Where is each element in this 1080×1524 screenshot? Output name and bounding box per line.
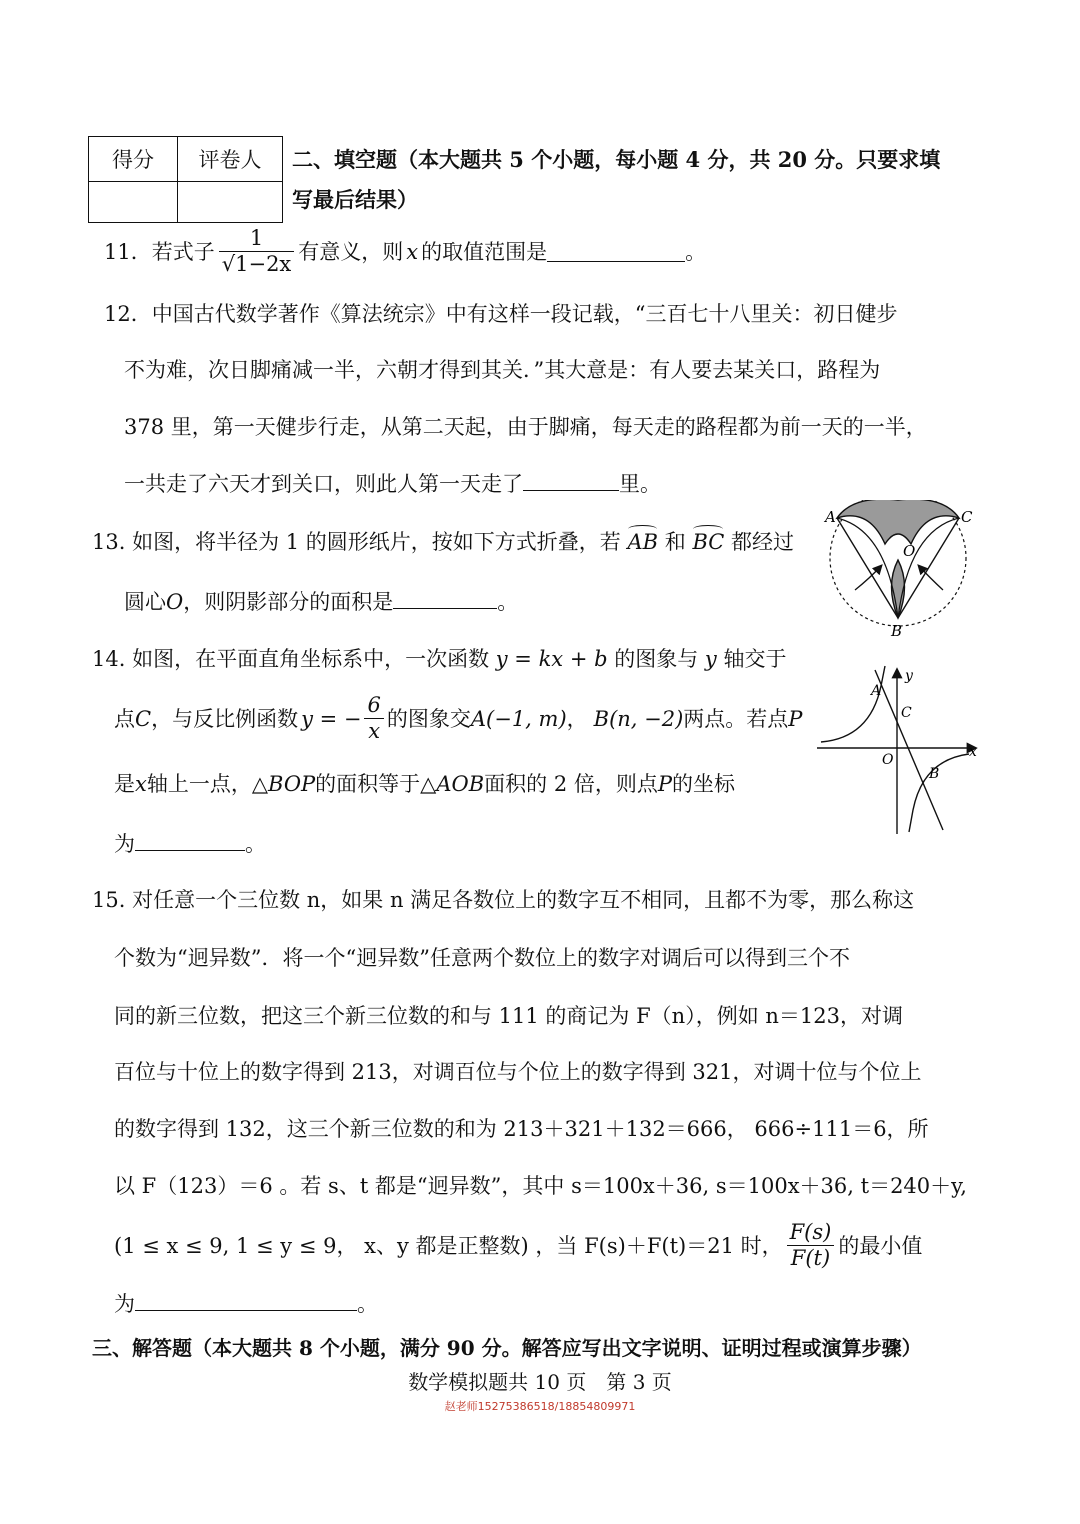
q14-x: x: [135, 772, 147, 796]
q14-line1a: 14. 如图，在平面直角坐标系中，一次函数: [92, 647, 490, 671]
q13-line1a: 13. 如图，将半径为 1 的圆形纸片，按如下方式折叠，若: [92, 530, 621, 554]
q12-answer-blank[interactable]: [523, 470, 619, 491]
q14-line3d: 面积的 2 倍，则点: [484, 772, 658, 796]
q14-line1c: 轴交于: [723, 647, 787, 671]
q14-line2c: 的图象交: [386, 706, 471, 731]
q14-line3c: 的面积等于: [315, 772, 421, 796]
q15-fraction: [787, 1222, 835, 1269]
q13-figure: [815, 500, 985, 640]
q15-line8: [114, 1290, 378, 1318]
q13-arc-bc: BC: [692, 530, 725, 554]
q14-label-c: C: [901, 705, 912, 721]
q11-end: 。: [685, 239, 707, 264]
q11-var: x: [406, 239, 419, 264]
q13-arc-ab: AB: [627, 530, 659, 554]
q14-line1b: 的图象与: [614, 647, 699, 671]
q11-fraction: [219, 228, 295, 275]
q15-line2: 个数为“迥异数”．将一个“迥异数”任意两个数位上的数字对调后可以得到三个不: [114, 946, 850, 970]
q14-func2-den: x: [364, 718, 383, 742]
q15-line8a: 为: [114, 1292, 135, 1316]
q15-line1: 15. 对任意一个三位数 n，如果 n 满足各数位上的数字互不相同，且都不为零，那么称这: [92, 888, 915, 912]
score-table: [88, 136, 283, 223]
q15-line7a: (1 ≤ x ≤ 9, 1 ≤ y ≤ 9， x、y 都是正整数) ，当 F(s)＋F(t)＝21 时，: [114, 1233, 783, 1258]
q14-c: C: [135, 706, 152, 731]
q14-label-a: A: [871, 683, 882, 699]
q13-o: O: [166, 590, 184, 614]
q13-line2a: 圆心: [124, 590, 166, 614]
q14-line3: [114, 770, 735, 798]
q15-line7b: 的最小值: [838, 1233, 923, 1258]
q14-tri-aob: △AOB: [420, 772, 485, 796]
q15-line6: 以 F（123）＝6 。若 s、t 都是“迥异数”，其中 s＝100x＋36, s＝100x＋36, t＝240＋y,: [114, 1174, 967, 1198]
q14-line: [875, 670, 943, 830]
q14-label-b: B: [929, 766, 940, 782]
q11-mid: 有意义，则: [298, 239, 404, 264]
q12-line4a: 一共走了六天才到关口，则此人第一天走了: [124, 472, 523, 496]
q15-line3: 同的新三位数，把这三个新三位数的和与 111 的商记为 F（n），例如 n＝123，对调: [114, 1004, 903, 1028]
q14-p-2: P: [657, 772, 672, 796]
q14-label-y: y: [905, 668, 913, 684]
q14-label-o: O: [882, 752, 894, 768]
q14-p: P: [788, 706, 803, 731]
q14-hyperbola-left: [821, 666, 885, 742]
q12-line1: 12．中国古代数学著作《算法统宗》中有这样一段记载，“三百七十八里关：初日健步: [104, 302, 898, 326]
q13-line1: [92, 528, 794, 556]
q14-point-a: A(−1, m): [470, 706, 567, 731]
q14-comma: ，: [566, 706, 588, 731]
q15-line5: 的数字得到 132，这三个新三位数的和为 213＋321＋132＝666， 666÷111＝6，所: [114, 1117, 929, 1141]
q14-line3b: 轴上一点，: [146, 772, 252, 796]
score-label: 得分: [89, 137, 178, 182]
q13-line2c: 。: [497, 590, 519, 614]
q14-point-b: B(n, −2): [593, 706, 684, 731]
q12-line4b: 里。: [619, 472, 661, 496]
q15-line8b: 。: [357, 1292, 378, 1316]
q13-line1b: 和: [664, 530, 686, 554]
q13-answer-blank[interactable]: [393, 588, 497, 609]
q14-answer-blank[interactable]: [135, 830, 245, 851]
q13-label-o: O: [903, 542, 916, 560]
q14-tri-bop: △BOP: [251, 772, 316, 796]
q11-frac-den: √1−2x: [219, 251, 295, 275]
q11-prefix: 11．若式子: [104, 239, 215, 264]
q13-label-c: C: [961, 508, 973, 526]
q14-line1: [92, 645, 786, 673]
q14-line2a: 点: [114, 706, 135, 731]
q14-func2-fraction: [364, 695, 383, 742]
q14-yaxis: y: [704, 647, 717, 671]
grader-label: 评卷人: [178, 137, 283, 182]
section3-title: 三、解答题（本大题共 8 个小题，满分 90 分。解答应写出文字说明、证明过程或演算步骤）: [92, 1336, 922, 1360]
q14-line4: [114, 830, 266, 858]
q13-label-a: A: [825, 508, 836, 526]
q11-suffix: 的取值范围是: [421, 239, 548, 264]
q13-label-b: B: [891, 622, 903, 640]
section2-title-line2: 写最后结果）: [292, 187, 418, 212]
q14-line2b: ，与反比例函数: [151, 706, 299, 731]
q12-line3: 378 里，第一天健步行走，从第二天起，由于脚痛，每天走的路程都为前一天的一半，: [124, 415, 927, 439]
q14-func2-num: 6: [367, 693, 381, 717]
score-cell: [89, 182, 178, 223]
q15-line7: [114, 1222, 922, 1269]
q14-line2d: 两点。若点: [683, 706, 789, 731]
q15-line4: 百位与十位上的数字得到 213，对调百位与个位上的数字得到 321，对调十位与个位上: [114, 1060, 922, 1084]
q14-func2-lhs: y = −: [301, 706, 362, 731]
q12-line2: 不为难，次日脚痛减一半，六朝才得到其关．”其大意是：有人要去某关口，路程为: [124, 358, 881, 382]
q13-shaded-top: [837, 500, 959, 544]
q14-label-x: x: [969, 744, 977, 760]
page-footer: 数学模拟题共 10 页 第 3 页: [408, 1370, 672, 1394]
q15-frac-num: F(s): [789, 1220, 832, 1244]
q14-line4b: 。: [245, 832, 266, 856]
q12-line4: [124, 470, 661, 498]
q11-answer-blank[interactable]: [547, 241, 685, 262]
question-11: [104, 228, 706, 275]
q14-line3a: 是: [114, 772, 135, 796]
q13-line2: [124, 588, 518, 616]
q13-line1c: 都经过: [731, 530, 795, 554]
q14-figure: [815, 662, 980, 837]
watermark-text: 赵老师15275386518/18854809971: [444, 1400, 636, 1413]
q15-frac-den: F(t): [787, 1245, 835, 1269]
q14-line3e: 的坐标: [672, 772, 735, 796]
q14-func1: y = kx + b: [495, 647, 608, 671]
q13-line2b: ，则阴影部分的面积是: [183, 590, 394, 614]
q15-answer-blank[interactable]: [135, 1290, 357, 1311]
q14-line4a: 为: [114, 832, 135, 856]
q11-frac-num: 1: [249, 226, 264, 250]
grader-cell: [178, 182, 283, 223]
section2-title-line1: 二、填空题（本大题共 5 个小题，每小题 4 分，共 20 分。只要求填: [292, 147, 941, 172]
q14-line2: [114, 695, 802, 742]
